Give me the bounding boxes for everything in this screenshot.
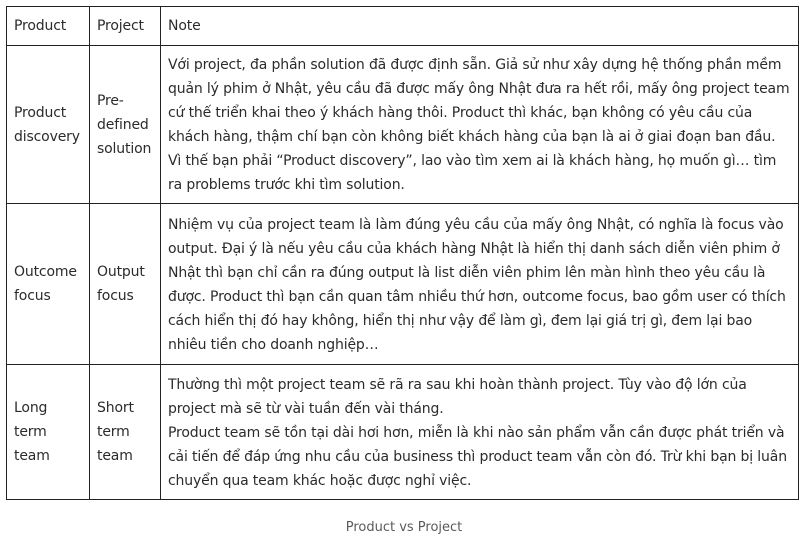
note-cell xyxy=(161,365,799,500)
comparison-table xyxy=(6,6,799,500)
table-row xyxy=(7,46,799,204)
note-cell xyxy=(161,46,799,204)
note-cell xyxy=(161,204,799,365)
header-project: Project xyxy=(90,7,161,46)
table-caption: Product vs Project xyxy=(345,520,463,535)
product-cell: Product discovery xyxy=(7,46,90,204)
table-row xyxy=(7,204,799,365)
header-product: Product xyxy=(7,7,90,46)
project-cell: Output focus xyxy=(90,204,161,365)
note-text: Product team sẽ tồn tại dài hơi hơn, miễn là khi nào sản phẩm vẫn cần được phát triển và cải tiến để đáp ứng nhu cầu của business thì product team vẫn còn đó. Trừ khi bạn bị luân chuyển qua team khác hoặc được nghỉ việc. xyxy=(168,424,787,489)
note-text: Thường thì một project team sẽ rã ra sau khi hoàn thành project. Tùy vào độ lớn của project mà sẽ từ vài tuần đến vài tháng. xyxy=(168,376,747,417)
product-cell: Outcome focus xyxy=(7,204,90,365)
note-text: Với project, đa phần solution đã được định sẵn. Giả sử như xây dựng hệ thống phần mềm quản lý phim ở Nhật, yêu cầu đã được mấy ông Nhật đưa ra hết rồi, mấy ông project team cứ thế triển khai theo ý khách hàng thôi. Product thì khác, bạn không có yêu cầu của khách hàng, thậm chí bạn còn không biết khách hàng của bạn là ai ở giai đoạn ban đầu. Vì thế bạn phải “Product discovery”, lao vào tìm xem ai là khách hàng, họ muốn gì… tìm ra problems trước khi tìm solution. xyxy=(168,57,790,193)
project-cell: Pre-defined solution xyxy=(90,46,161,204)
table-row xyxy=(7,365,799,500)
table-header-row xyxy=(7,7,799,46)
project-cell: Short term team xyxy=(90,365,161,500)
note-text: Nhiệm vụ của project team là làm đúng yêu cầu của mấy ông Nhật, có nghĩa là focus vào output. Đại ý là nếu yêu cầu của khách hàng Nhật là hiển thị danh sách diễn viên phim ở Nhật thì bạn chỉ cần ra đúng output là list diễn viên phim lên màn hình theo yêu cầu là được. Product thì bạn cần quan tâm nhiều thứ hơn, outcome focus, bao gồm user có thích cách hiển thị đó hay không, hiển thị như vậy để làm gì, đem lại giá trị gì, đem lại bao nhiêu tiền cho doanh nghiệp… xyxy=(168,216,786,353)
product-cell: Long term team xyxy=(7,365,90,500)
header-note: Note xyxy=(161,7,799,46)
